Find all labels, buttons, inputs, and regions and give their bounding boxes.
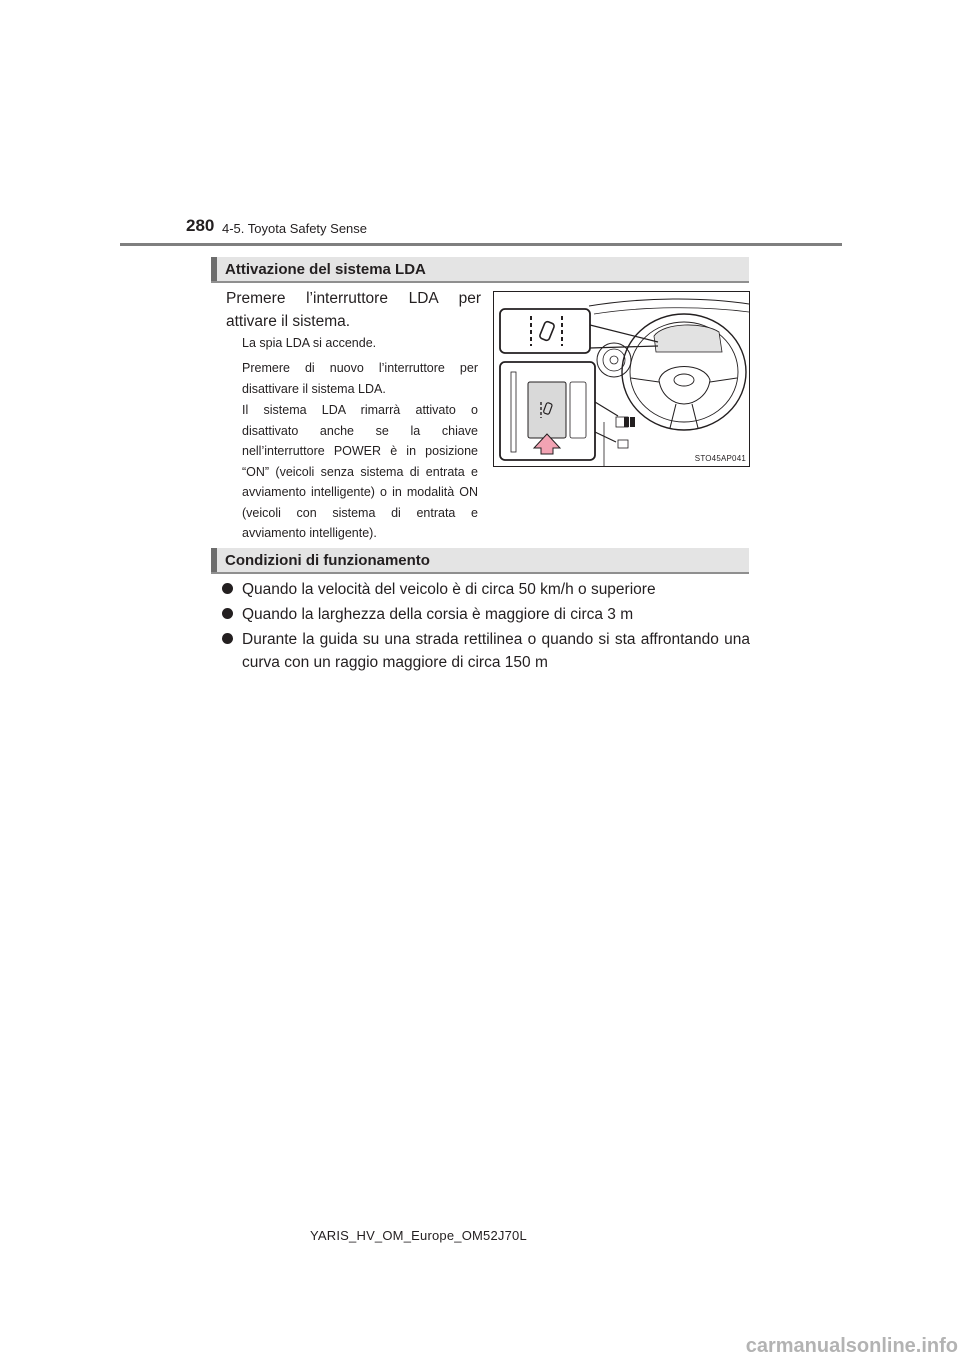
doc-code: YARIS_HV_OM_Europe_OM52J70L	[310, 1228, 527, 1243]
section-heading-conditions	[211, 548, 749, 574]
bullet-icon	[222, 608, 233, 619]
section-title: Condizioni di funzionamento	[225, 552, 430, 569]
intro-line-2: attivare il sistema.	[226, 313, 351, 330]
bullet-icon	[222, 583, 233, 594]
chapter-title: 4-5. Toyota Safety Sense	[222, 221, 368, 236]
page-number: 280	[186, 216, 215, 235]
heading-bar	[211, 548, 217, 572]
header-rule	[120, 243, 842, 246]
heading-bar	[211, 257, 217, 281]
dashboard-illustration	[494, 292, 749, 466]
watermark: carmanualsonline.info	[745, 1335, 958, 1357]
conditions-list	[222, 578, 750, 674]
note-memory: Il sistema LDA rimarrà attivato o disattivato anche se la chiave nell’interruttore POWER è in posizione “ON” (veicoli senza sistema di entrata e avviamento intelligente) o in modalità ON (veicoli con sistema di entrata e avviamento intelligente).	[242, 403, 478, 540]
section-heading-activation	[211, 257, 749, 283]
intro-line-1: Premere l’interruttore LDA per	[226, 290, 481, 307]
figure-code: STO45AP041	[694, 454, 746, 463]
lda-switch-figure	[493, 291, 750, 467]
list-item-text: Quando la velocità del veicolo è di circa 50 km/h o superiore	[242, 581, 656, 598]
list-item-text: Quando la larghezza della corsia è maggiore di circa 3 m	[242, 606, 634, 623]
list-item-text: Durante la guida su una strada rettilinea o quando si sta affrontando una curva con un raggio maggiore di circa 150 m	[242, 631, 750, 671]
list-item	[222, 578, 750, 601]
note-indicator-on: La spia LDA si accende.	[242, 336, 377, 350]
bullet-icon	[222, 633, 233, 644]
note-deactivate: Premere di nuovo l’interruttore per disattivare il sistema LDA.	[242, 361, 478, 396]
list-item	[222, 628, 750, 674]
list-item	[222, 603, 750, 626]
section-title: Attivazione del sistema LDA	[225, 261, 426, 278]
intro-paragraph	[226, 287, 481, 333]
